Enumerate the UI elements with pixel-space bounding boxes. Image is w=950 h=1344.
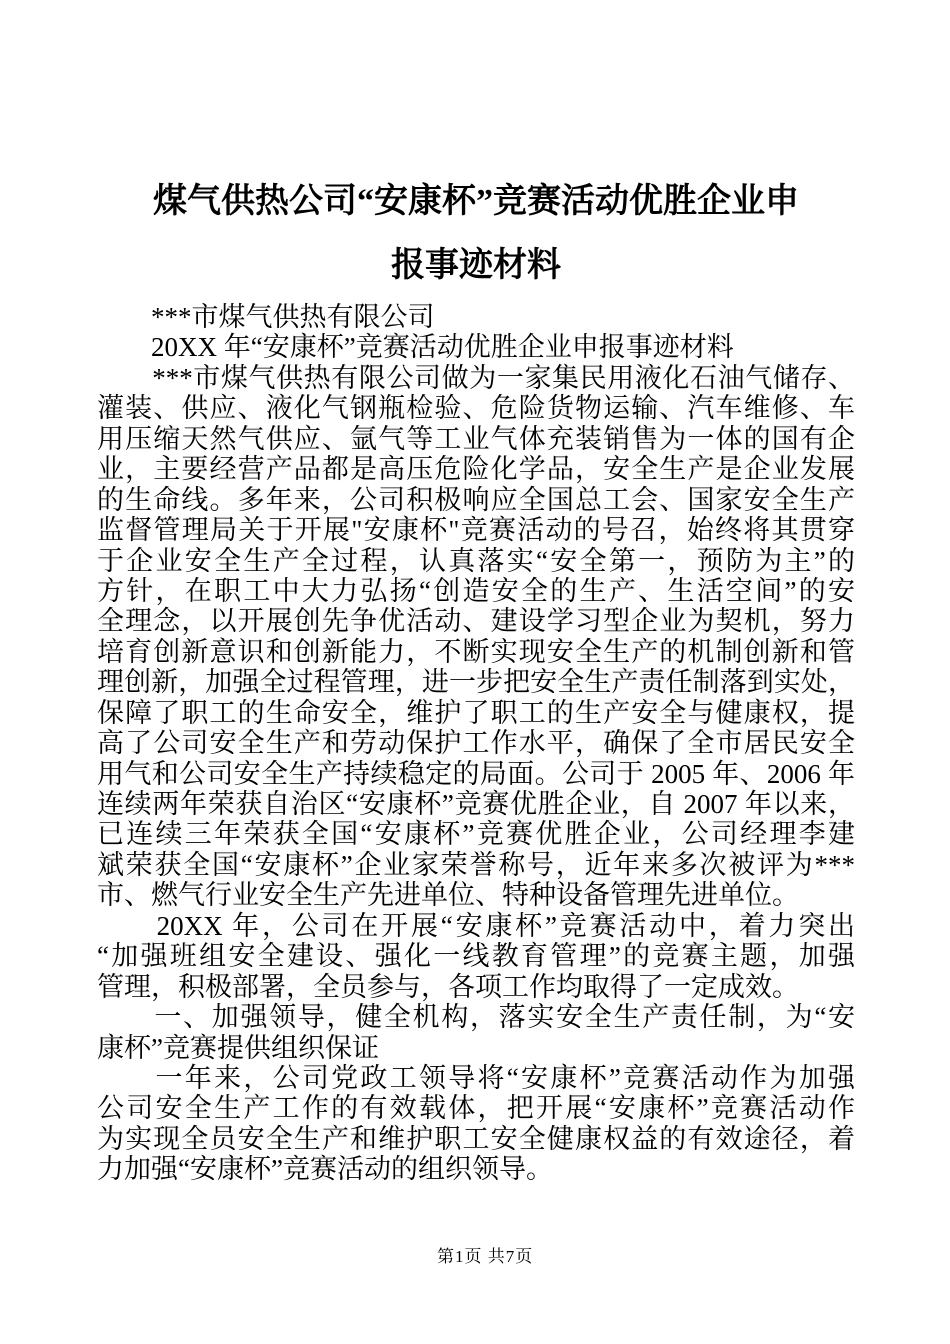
- body-line: 保障了职工的生命安全，维护了职工的生产安全与健康权，提: [97, 697, 855, 728]
- body-line: 理创新，加强全过程管理，进一步把安全生产责任制落到实处，: [97, 667, 855, 698]
- body-line: 一、加强领导，健全机构，落实安全生产责任制，为“安: [97, 1002, 855, 1033]
- body-line: 监督管理局关于开展"安康杯"竞赛活动的号召，始终将其贯穿: [97, 515, 855, 546]
- body-line: 培育创新意识和创新能力，不断实现安全生产的机制创新和管: [97, 636, 855, 667]
- body-line: 一年来，公司党政工领导将“安康杯”竞赛活动作为加强: [97, 1062, 855, 1093]
- body-line: 全理念，以开展创先争优活动、建设学习型企业为契机，努力: [97, 606, 855, 637]
- body-line: 力加强“安康杯”竞赛活动的组织领导。: [97, 1154, 553, 1185]
- body-line: 灌装、供应、液化气钢瓶检验、危险货物运输、汽车维修、车: [97, 393, 855, 424]
- body-line: ***市煤气供热有限公司: [97, 302, 435, 332]
- body-line: 高了公司安全生产和劳动保护工作水平，确保了全市居民安全: [97, 728, 855, 759]
- body-line: 方针，在职工中大力弘扬“创造安全的生产、生活空间”的安: [97, 575, 855, 606]
- body-line: 业，主要经营产品都是高压危险化学品，安全生产是企业发展: [97, 454, 855, 485]
- body-line: 公司安全生产工作的有效载体，把开展“安康杯”竞赛活动作: [97, 1093, 855, 1124]
- body-line: 斌荣获全国“安康杯”企业家荣誉称号，近年来多次被评为***: [97, 849, 855, 880]
- title-line: 报事迹材料: [391, 247, 561, 284]
- page-number-label: 第1页 共7页: [437, 1247, 534, 1266]
- body-line: 于企业安全生产全过程，认真落实“安全第一，预防为主”的: [97, 545, 855, 576]
- body-line: ***市煤气供热有限公司做为一家集民用液化石油气储存、: [97, 362, 855, 393]
- document-title: [97, 170, 855, 298]
- body-line: 20XX 年，公司在开展“安康杯”竞赛活动中，着力突出: [97, 910, 855, 941]
- document-body: [97, 302, 855, 1185]
- body-line: “加强班组安全建设、强化一线教育管理”的竞赛主题，加强: [97, 941, 855, 972]
- body-line: 管理，积极部署，全员参与，各项工作均取得了一定成效。: [97, 971, 799, 1002]
- body-line: 20XX 年“安康杯”竞赛活动优胜企业申报事迹材料: [97, 332, 734, 363]
- body-line: 康杯”竞赛提供组织保证: [97, 1032, 379, 1063]
- body-line: 用压缩天然气供应、氩气等工业气体充装销售为一体的国有企: [97, 423, 855, 454]
- body-line: 连续两年荣获自治区“安康杯”竞赛优胜企业，自 2007 年以来，: [97, 789, 855, 819]
- body-line: 的生命线。多年来，公司积极响应全国总工会、国家安全生产: [97, 484, 855, 515]
- body-line: 已连续三年荣获全国“安康杯”竞赛优胜企业，公司经理李建: [97, 819, 855, 850]
- body-line: 为实现全员安全生产和维护职工安全健康权益的有效途径，着: [97, 1123, 855, 1154]
- page-footer: [437, 1242, 533, 1267]
- body-line: 市、燃气行业安全生产先进单位、特种设备管理先进单位。: [97, 880, 799, 911]
- title-line: 煤气供热公司“安康杯”竞赛活动优胜企业申: [153, 183, 799, 220]
- body-line: 用气和公司安全生产持续稳定的局面。公司于 2005 年、2006 年: [97, 758, 855, 789]
